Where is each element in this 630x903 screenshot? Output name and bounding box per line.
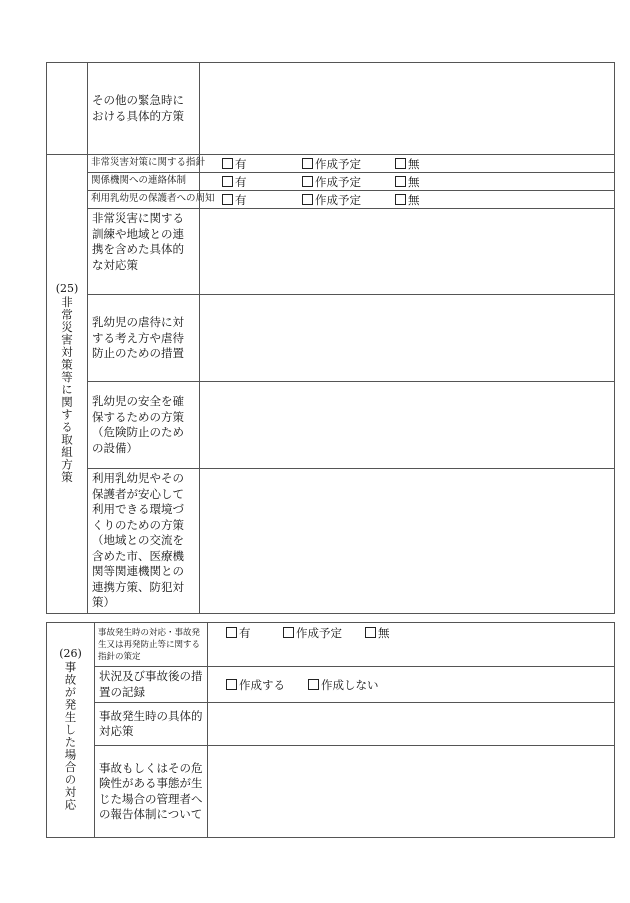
option-not-create[interactable]: 作成しない: [308, 677, 379, 693]
row-label: 状況及び事故後の措置の記録: [95, 667, 208, 703]
check-row-options: [200, 155, 615, 173]
check-row-label: 非常災害対策に関する指針: [88, 155, 200, 173]
checkbox-icon: [283, 627, 294, 638]
option-yes[interactable]: 有: [226, 625, 283, 641]
option-no[interactable]: 無: [395, 174, 420, 190]
section-25-header: [47, 155, 88, 614]
blank-cell: [47, 63, 88, 155]
guideline-options: [208, 623, 615, 667]
checkbox-icon: [395, 194, 406, 205]
row-label: 事故発生時の具体的対応策: [95, 703, 208, 746]
section-26-header: [47, 623, 95, 838]
section-25-title: 非常災害対策等に関する取組方策: [60, 295, 74, 483]
check-row-label: 利用乳幼児の保護者への周知: [88, 191, 200, 209]
prev-value[interactable]: [200, 63, 615, 155]
section-26-title: 事故が発生した場合の対応: [63, 660, 78, 811]
option-no[interactable]: 無: [395, 192, 420, 208]
row-value[interactable]: [200, 295, 615, 382]
option-yes[interactable]: 有: [222, 192, 302, 208]
option-yes[interactable]: 有: [222, 174, 302, 190]
option-planned[interactable]: 作成予定: [302, 156, 395, 172]
row-value[interactable]: [200, 469, 615, 614]
section-26-table: [46, 622, 615, 838]
row-label: 利用乳幼児やその保護者が安心して利用できる環境づくりのための方策（地域との交流を含めた市、医療機関等関連機関との連携方策、防犯対策）: [88, 469, 200, 614]
checkbox-icon: [395, 176, 406, 187]
checkbox-icon: [222, 194, 233, 205]
option-no[interactable]: 無: [395, 156, 420, 172]
checkbox-icon: [365, 627, 376, 638]
record-options: [208, 667, 615, 703]
section-25-number: (25): [55, 281, 79, 295]
row-label: 事故もしくはその危険性がある事態が生じた場合の管理者への報告体制について: [95, 746, 208, 838]
option-planned[interactable]: 作成予定: [283, 625, 365, 641]
row-value[interactable]: [208, 746, 615, 838]
checkbox-icon: [226, 627, 237, 638]
prev-label: その他の緊急時における具体的方策: [88, 63, 200, 155]
checkbox-icon: [222, 158, 233, 169]
section-26-number: (26): [59, 646, 82, 660]
option-yes[interactable]: 有: [222, 156, 302, 172]
option-no[interactable]: 無: [365, 625, 390, 641]
checkbox-icon: [395, 158, 406, 169]
checkbox-icon: [302, 176, 313, 187]
row-label: 乳幼児の虐待に対する考え方や虐待防止のための措置: [88, 295, 200, 382]
check-row-options: [200, 173, 615, 191]
section-25-table: [46, 62, 615, 614]
checkbox-icon: [302, 194, 313, 205]
option-create[interactable]: 作成する: [226, 677, 308, 693]
option-planned[interactable]: 作成予定: [302, 174, 395, 190]
checkbox-icon: [226, 679, 237, 690]
check-row-options: [200, 191, 615, 209]
option-planned[interactable]: 作成予定: [302, 192, 395, 208]
check-row-label: 関係機関への連絡体制: [88, 173, 200, 191]
row-value[interactable]: [200, 209, 615, 295]
row-value[interactable]: [200, 382, 615, 469]
row-label: 非常災害に関する訓練や地域との連携を含めた具体的な対応策: [88, 209, 200, 295]
row-label: 乳幼児の安全を確保するための方策（危険防止のための設備）: [88, 382, 200, 469]
checkbox-icon: [308, 679, 319, 690]
row-label: 事故発生時の対応・事故発生又は再発防止等に関する指針の策定: [95, 623, 208, 667]
checkbox-icon: [222, 176, 233, 187]
checkbox-icon: [302, 158, 313, 169]
row-value[interactable]: [208, 703, 615, 746]
